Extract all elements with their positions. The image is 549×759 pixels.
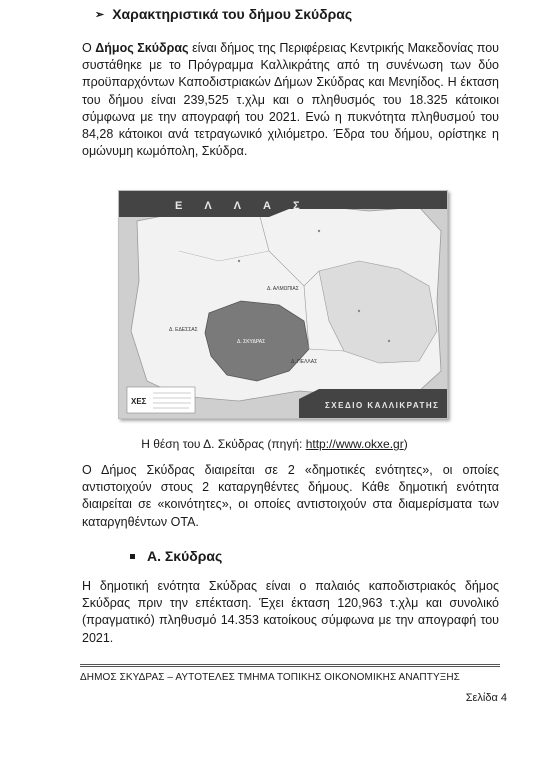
subsection-heading [130, 548, 222, 564]
map-banner-bottom: ΣΧΕΔΙΟ ΚΑΛΛΙΚΡΑΤΗΣ [325, 401, 440, 410]
map-label-edessa: Δ. ΕΔΕΣΣΑΣ [169, 327, 198, 333]
publisher-logo: ΧΕΣ [131, 397, 147, 406]
intro-text: είναι δήμος της Περιφέρειας Κεντρικής Μακεδονίας που συστάθηκε με το Πρόγραμμα Καλλικράτης από τη συνένωση των δύο προϋπαρχόντων Καποδιστριακών Δήμων Σκύδρας και Μενηίδος. Η έκταση του δήμου είναι 239,525 τ.χλμ και ο πληθυσμός του 18.325 κάτοικοι σύμφωνα με την απογραφή του 2021. Ενώ η πυκνότητα πληθυσμού του 84,28 κάτοικοι ανά τετραγωνικό χιλιόμετρο. Έδρα του δήμου, ορίστηκε η ομώνυμη κωμόπολη, Σκύδρα. [82, 41, 500, 159]
section-title: Χαρακτηριστικά του δήμου Σκύδρας [112, 6, 353, 22]
footer-rule [80, 664, 500, 667]
map-label-almopia: Δ. ΑΛΜΩΠΙΑΣ [267, 286, 299, 292]
square-bullet-icon [130, 554, 135, 559]
figure-caption [0, 437, 549, 451]
section-heading [95, 6, 352, 22]
intro-bold-name: Δήμος Σκύδρας [95, 41, 189, 55]
source-link[interactable]: http://www.okxe.gr [305, 437, 404, 451]
skydra-unit-paragraph: Η δημοτική ενότητα Σκύδρας είναι ο παλαιός καποδιστριακός δήμος Σκύδρας πριν την επέκταση. Έχει έκταση 120,963 τ.χλμ και συνολικό (πραγματικό) πληθυσμό 14.353 κατοίκους σύμφωνα με την απογραφή του 2021. [82, 579, 499, 645]
map-image [119, 191, 447, 418]
map-label-skydra: Δ. ΣΚΥΔΡΑΣ [237, 339, 266, 345]
map-figure [118, 190, 448, 419]
caption-close: ) [403, 437, 408, 451]
intro-paragraph [82, 40, 499, 160]
map-banner-top: ΕΛΛΑΣ [175, 200, 322, 212]
intro-prefix: Ο [82, 41, 96, 55]
footer-text: ΔΗΜΟΣ ΣΚΥΔΡΑΣ – ΑΥΤΟΤΕΛΕΣ ΤΜΗΜΑ ΤΟΠΙΚΗΣ ΟΙΚΟΝΟΜΙΚΗΣ ΑΝΑΠΤΥΞΗΣ [80, 672, 460, 683]
units-paragraph: Ο Δήμος Σκύδρας διαιρείται σε 2 «δημοτικές ενότητες», οι οποίες αντιστοιχούν στους 2 καταργηθέντες δήμους. Κάθε δημοτική ενότητα διαιρείται σε «κοινότητες», οι οποίες αντιστοιχούν στα διαμερίσματα των καταργηθέντων ΟΤΑ. [82, 463, 499, 529]
caption-text: Η θέση του Δ. Σκύδρας (πηγή: [141, 437, 306, 451]
map-label-pella: Δ. ΠΕΛΛΑΣ [291, 359, 318, 365]
page-number: Σελίδα 4 [465, 692, 507, 704]
subsection-title: Α. Σκύδρας [147, 548, 223, 564]
arrow-right-icon: ➢ [95, 8, 105, 21]
